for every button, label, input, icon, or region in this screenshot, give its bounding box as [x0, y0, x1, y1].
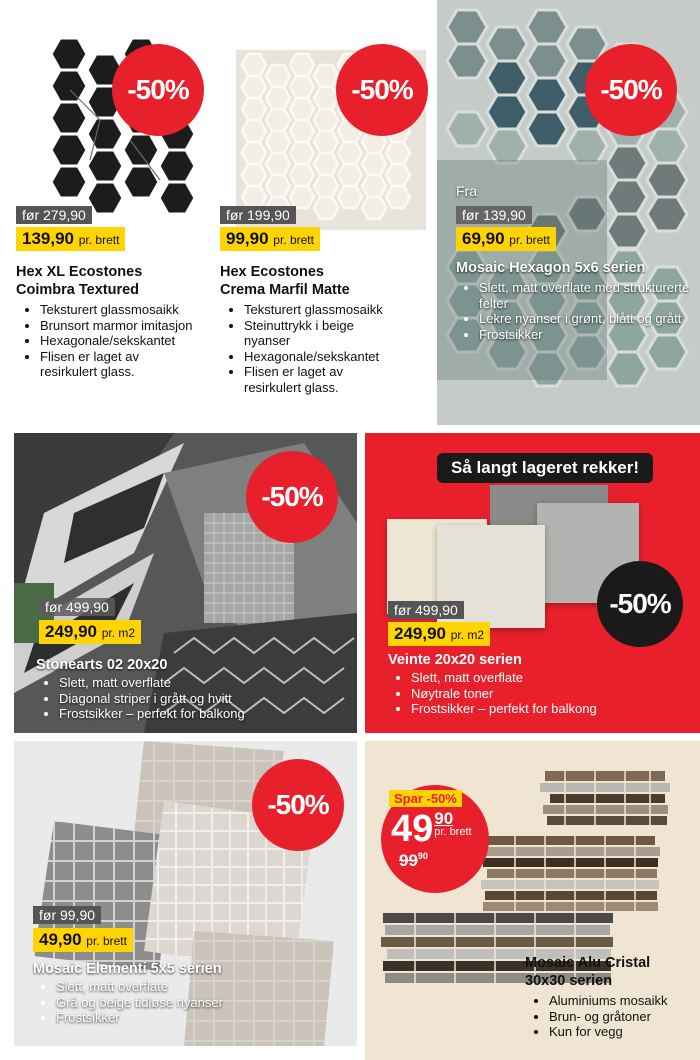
product-card-mosaic-hexagon — [437, 0, 700, 425]
product-card-alu-cristal — [365, 741, 700, 1060]
product-card-veinte — [365, 433, 700, 733]
feature-list — [531, 993, 700, 1040]
product-title: Mosaic Elementi 5x5 serien — [33, 961, 222, 977]
price-before: før 499,90 — [388, 601, 464, 619]
price-now: 49,90 pr. brett — [33, 928, 133, 952]
price-now: 139,90 pr. brett — [16, 227, 125, 251]
old-price-integer: 99 — [399, 850, 418, 870]
price-before: før 99,90 — [33, 906, 101, 924]
product-title: Mosaic Hexagon 5x6 serien — [456, 260, 646, 276]
price-integer: 49 — [391, 807, 434, 850]
feature-item: • Grå og beige tidløse nyanser — [56, 995, 356, 1011]
product-title: Veinte 20x20 serien — [388, 652, 522, 668]
feature-item: • Frostsikker — [56, 1010, 356, 1026]
product-title: Mosaic Alu Cristal 30x30 serien — [525, 955, 651, 989]
feature-item: • Frostsikker – perfekt for balkong — [59, 706, 357, 722]
feature-list — [226, 302, 404, 395]
feature-list — [41, 675, 357, 722]
discount-badge: -50% — [597, 561, 683, 647]
product-card-hex-crema — [218, 0, 436, 420]
product-title: Stonearts 02 20x20 — [36, 657, 168, 673]
from-label: Fra — [456, 183, 477, 199]
old-price-decimal: 90 — [417, 850, 428, 861]
feature-item: • Flisen er laget av resirkulert glass. — [244, 364, 364, 395]
price-before: før 139,90 — [456, 206, 532, 224]
feature-item: • Frostsikker – perfekt for balkong — [411, 701, 700, 717]
stock-banner: Så langt lageret rekker! — [437, 453, 653, 483]
feature-item: • Hexagonale/sekskantet — [244, 349, 404, 365]
feature-item: • Hexagonale/sekskantet — [40, 333, 218, 349]
product-title: Hex XL Ecostones Coimbra Textured — [16, 264, 143, 298]
save-label: Spar -50% — [389, 790, 462, 807]
feature-item: • Kun for vegg — [549, 1024, 700, 1040]
feature-item: • Frostsikker — [479, 327, 700, 343]
feature-item: • Slett, matt overflate med strukturerte felter — [479, 280, 700, 311]
feature-item: • Diagonal striper i grått og hvitt — [59, 691, 357, 707]
discount-badge: -50% — [336, 44, 428, 136]
feature-list — [22, 302, 218, 380]
feature-list — [38, 979, 356, 1026]
feature-item: • Nøytrale toner — [411, 686, 700, 702]
product-card-stonearts — [14, 433, 357, 733]
discount-badge: -50% — [585, 44, 677, 136]
feature-item: • Brun- og gråtoner — [549, 1009, 700, 1025]
feature-item: • Slett, matt overflate — [411, 670, 700, 686]
feature-item: • Lekre nyanser i grønt, blått og grått — [479, 311, 700, 327]
price-now: 249,90 pr. m2 — [388, 622, 490, 646]
discount-badge: -50% — [112, 44, 204, 136]
discount-badge: -50% — [252, 759, 344, 851]
feature-item: • Slett, matt overflate — [56, 979, 356, 995]
product-card-hex-xl — [0, 0, 218, 420]
price-before: før 499,90 — [39, 598, 115, 616]
price-before: før 279,90 — [16, 206, 92, 224]
product-title: Hex Ecostones Crema Marfil Matte — [220, 264, 350, 298]
price-decimal: 90 — [434, 808, 454, 828]
product-card-mosaic-elementi — [14, 741, 357, 1046]
price-now: 99,90 pr. brett — [220, 227, 320, 251]
price-before: før 199,90 — [220, 206, 296, 224]
price-now: 249,90 pr. m2 — [39, 620, 141, 644]
feature-list — [393, 670, 700, 717]
price-unit: pr. brett — [434, 825, 472, 838]
feature-item: • Slett, matt overflate — [59, 675, 357, 691]
price-now: 69,90 pr. brett — [456, 227, 556, 251]
feature-item: • Teksturert glassmosaikk — [244, 302, 404, 318]
feature-item: • Teksturert glassmosaikk — [40, 302, 218, 318]
feature-item: • Brunsort marmor imitasjon — [40, 318, 218, 334]
feature-item: • Steinuttrykk i beige nyanser — [244, 318, 379, 349]
feature-item: • Flisen er laget av resirkulert glass. — [40, 349, 160, 380]
feature-item: • Aluminiums mosaikk — [549, 993, 700, 1009]
feature-list — [461, 280, 700, 342]
discount-badge: -50% — [246, 451, 338, 543]
